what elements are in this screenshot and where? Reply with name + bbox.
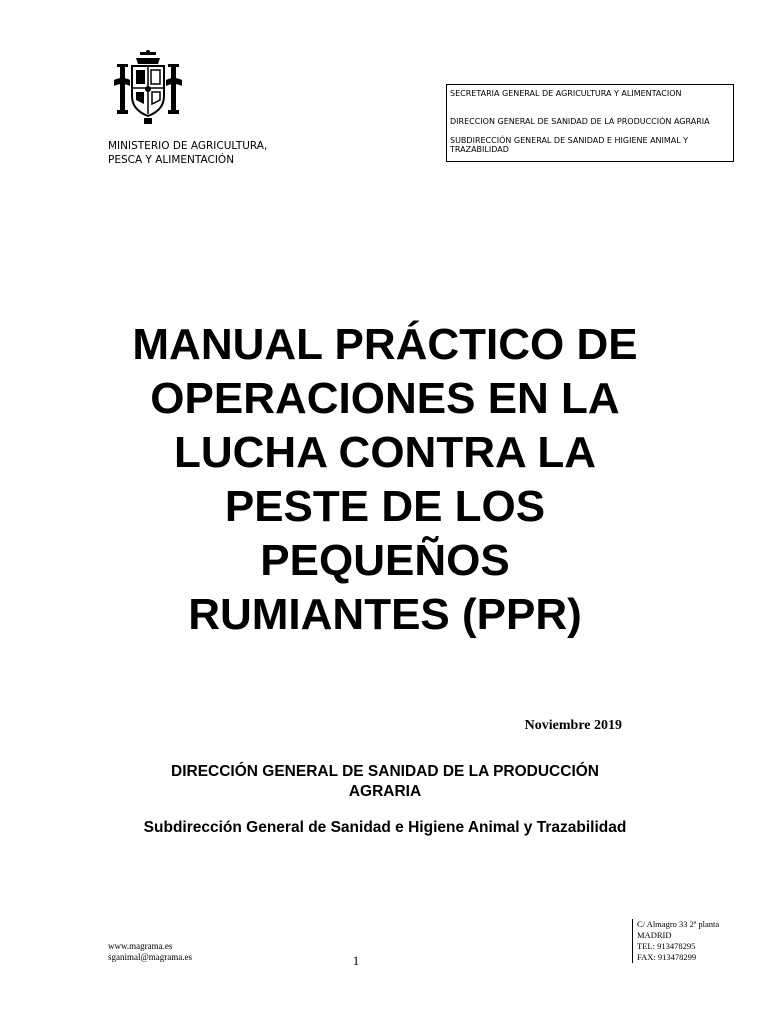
direction-line-1: DIRECCIÓN GENERAL DE SANIDAD DE LA PRODUCCIÓN: [171, 763, 599, 780]
department-line-direccion: DIRECCION GENERAL DE SANIDAD DE LA PRODUCCIÓN AGRARIA: [450, 117, 710, 126]
ministry-line-1: MINISTERIO DE AGRICULTURA,: [108, 140, 268, 152]
ministry-line-2: PESCA Y ALIMENTACIÓN: [108, 154, 235, 166]
coat-of-arms-logo: [110, 50, 186, 126]
department-line-subdireccion: SUBDIRECCIÓN GENERAL DE SANIDAD E HIGIENE ANIMAL Y: [450, 136, 689, 145]
title-line: LUCHA CONTRA LA: [173, 428, 597, 477]
department-line-secretaria: SECRETARIA GENERAL DE AGRICULTURA Y ALIMENTACION: [450, 89, 682, 98]
department-box: [446, 84, 734, 162]
phone-number: TEL: 913478295: [637, 941, 696, 951]
title-line: PEQUEÑOS: [260, 536, 510, 585]
address-street: C/ Almagro 33 2ª planta: [637, 919, 720, 929]
direction-line-2: AGRARIA: [348, 783, 422, 800]
department-line-trazabilidad: TRAZABILIDAD: [450, 145, 509, 154]
document-title: [80, 318, 690, 642]
title-line: MANUAL PRÁCTICO DE: [132, 320, 638, 369]
email-link[interactable]: sganimal@magrama.es: [108, 952, 193, 962]
title-line: OPERACIONES EN LA: [150, 374, 620, 423]
title-line: PESTE DE LOS: [224, 482, 546, 531]
ministry-name: [108, 139, 267, 167]
fax-number: FAX: 913478299: [637, 952, 697, 962]
website-link[interactable]: www.magrama.es: [108, 941, 173, 951]
page-number: 1: [352, 953, 360, 968]
document-date: Noviembre 2019: [524, 718, 622, 733]
address-city: MADRID: [637, 930, 672, 940]
title-line: RUMIANTES (PPR): [188, 590, 582, 639]
footer-address: [632, 919, 719, 963]
footer-contact-web: [108, 941, 192, 963]
direction-heading: [110, 762, 660, 802]
subdirection-heading: Subdirección General de Sanidad e Higiene Animal y Trazabilidad: [143, 819, 627, 836]
